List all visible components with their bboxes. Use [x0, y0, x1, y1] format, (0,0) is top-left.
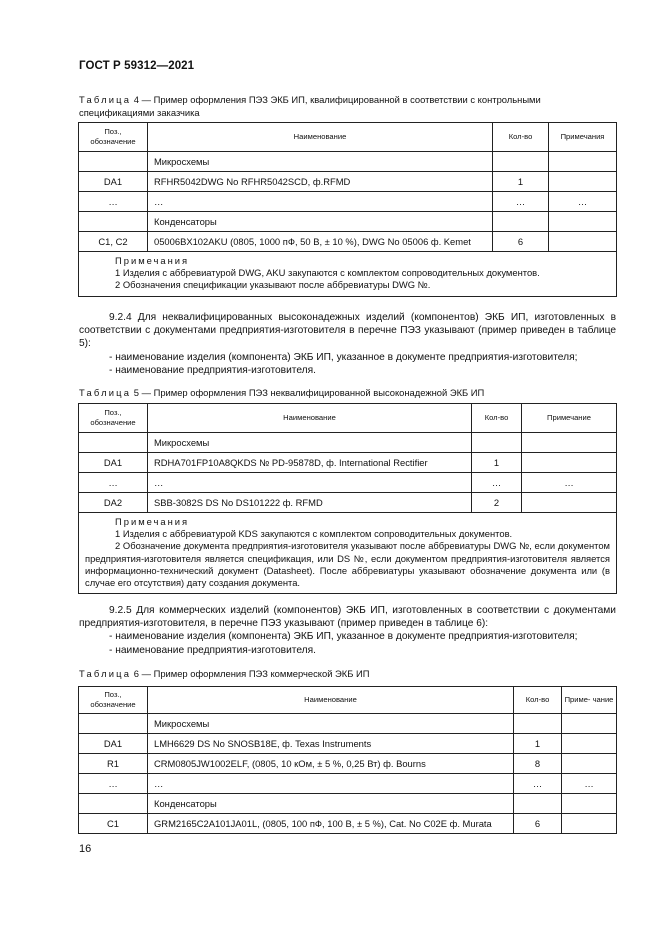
table-header-notes: Приме- чание: [562, 687, 617, 714]
table-header-name: Наименование: [148, 687, 514, 714]
table-row: C1, C2 05006BX102AKU (0805, 1000 пФ, 50 В, ± 10 %), DWG No 05006 ф. Kemet 6: [79, 232, 617, 252]
list-item: - наименование предприятия-изготовителя.: [109, 644, 316, 656]
table-header-notes: Примечания: [549, 123, 617, 152]
table-header-position: Поз., обозначение: [79, 687, 148, 714]
list-item: - наименование изделия (компонента) ЭКБ ИП, указанное в документе предприятия-изготовителя;: [109, 351, 578, 363]
paragraph-text: 9.2.5 Для коммерческих изделий (компонентов) ЭКБ ИП, изготовленных в соответствии с документами предприятия-изготовителя, в перечне ПЭЗ указывают (пример приведен в таблице 6):: [79, 605, 616, 630]
table-row: Микросхемы: [79, 714, 617, 734]
table-6-caption: Таблица 6 — Пример оформления ПЭЗ коммерческой ЭКБ ИП: [79, 668, 370, 679]
table-row: … … … …: [79, 192, 617, 212]
table-notes-row: [79, 252, 617, 297]
paragraph-text: 9.2.4 Для неквалифицированных высоконадежных изделий (компонентов) ЭКБ ИП, изготовленных в соответствии с документами предприятия-изготовителя в перечне ПЭЗ указывают (пример приведен в таблице 5):: [79, 312, 616, 350]
table-row: Конденсаторы: [79, 794, 617, 814]
table-header-name: Наименование: [148, 404, 472, 433]
table-header-position: Поз., обозначение: [79, 123, 148, 152]
notes-title: Примечания: [115, 255, 190, 266]
table-header-quantity: Кол-во: [493, 123, 549, 152]
page-number: 16: [79, 843, 92, 855]
table-notes-row: [79, 513, 617, 594]
paragraph-9-2-5: [79, 604, 616, 657]
table-header-notes: Примечание: [522, 404, 617, 433]
table-header-quantity: Кол-во: [472, 404, 522, 433]
note-line: 1 Изделия с аббревиатурой DWG, AKU закупаются с комплектом сопроводительных документов.: [115, 267, 540, 279]
table-5-caption: Таблица 5 — Пример оформления ПЭЗ неквалифицированной высоконадежной ЭКБ ИП: [79, 387, 485, 398]
table-4-caption: Таблица 4 — Пример оформления ПЭЗ ЭКБ ИП, квалифицированной в соответствии с контрольными спецификациями заказчика: [79, 94, 541, 118]
paragraph-9-2-4: [79, 311, 616, 377]
note-line: 2 Обозначения спецификации указывают после аббревиатуры DWG №.: [115, 279, 431, 291]
note-line: 1 Изделия с аббревиатурой KDS закупаются с комплектом сопроводительных документов.: [115, 528, 513, 540]
note-line: 2 Обозначение документа предприятия-изготовителя указывают после аббревиатуры DWG №, если документом предприятия-изготовителя является спецификация, или DS №, если документом предприятия-изготовителя является информационно-технический документ (Datasheet). После аббревиатуры указывают обозначение документа или (в случае его отсутствия) дату создания документа.: [85, 540, 610, 589]
table-row: … … … …: [79, 473, 617, 493]
table-row: DA1 LMH6629 DS No SNOSB18E, ф. Texas Instruments 1: [79, 734, 617, 754]
table-6: [78, 686, 617, 834]
list-item: - наименование изделия (компонента) ЭКБ ИП, указанное в документе предприятия-изготовителя;: [109, 631, 578, 643]
table-row: C1 GRM2165C2A101JA01L, (0805, 100 пФ, 100 В, ± 5 %), Cat. No C02E ф. Murata 6: [79, 814, 617, 834]
table-5: [78, 403, 617, 594]
table-header-name: Наименование: [148, 123, 493, 152]
table-row: Конденсаторы: [79, 212, 617, 232]
table-row: Микросхемы: [79, 152, 617, 172]
table-header-position: Поз., обозначение: [79, 404, 148, 433]
table-row: R1 CRM0805JW1002ELF, (0805, 10 кОм, ± 5 %, 0,25 Вт) ф. Bourns 8: [79, 754, 617, 774]
table-row: … … … …: [79, 774, 617, 794]
table-4: [78, 122, 617, 297]
table-header-quantity: Кол-во: [514, 687, 562, 714]
list-item: - наименование предприятия-изготовителя.: [109, 364, 316, 376]
notes-title: Примечания: [115, 516, 190, 527]
document-id: ГОСТ Р 59312—2021: [79, 60, 195, 72]
table-row: DA2 SBB-3082S DS No DS101222 ф. RFMD 2: [79, 493, 617, 513]
table-row: DA1 RFHR5042DWG No RFHR5042SCD, ф.RFMD 1: [79, 172, 617, 192]
table-row: Микросхемы: [79, 433, 617, 453]
table-row: DA1 RDHA701FP10A8QKDS № PD-95878D, ф. International Rectifier 1: [79, 453, 617, 473]
